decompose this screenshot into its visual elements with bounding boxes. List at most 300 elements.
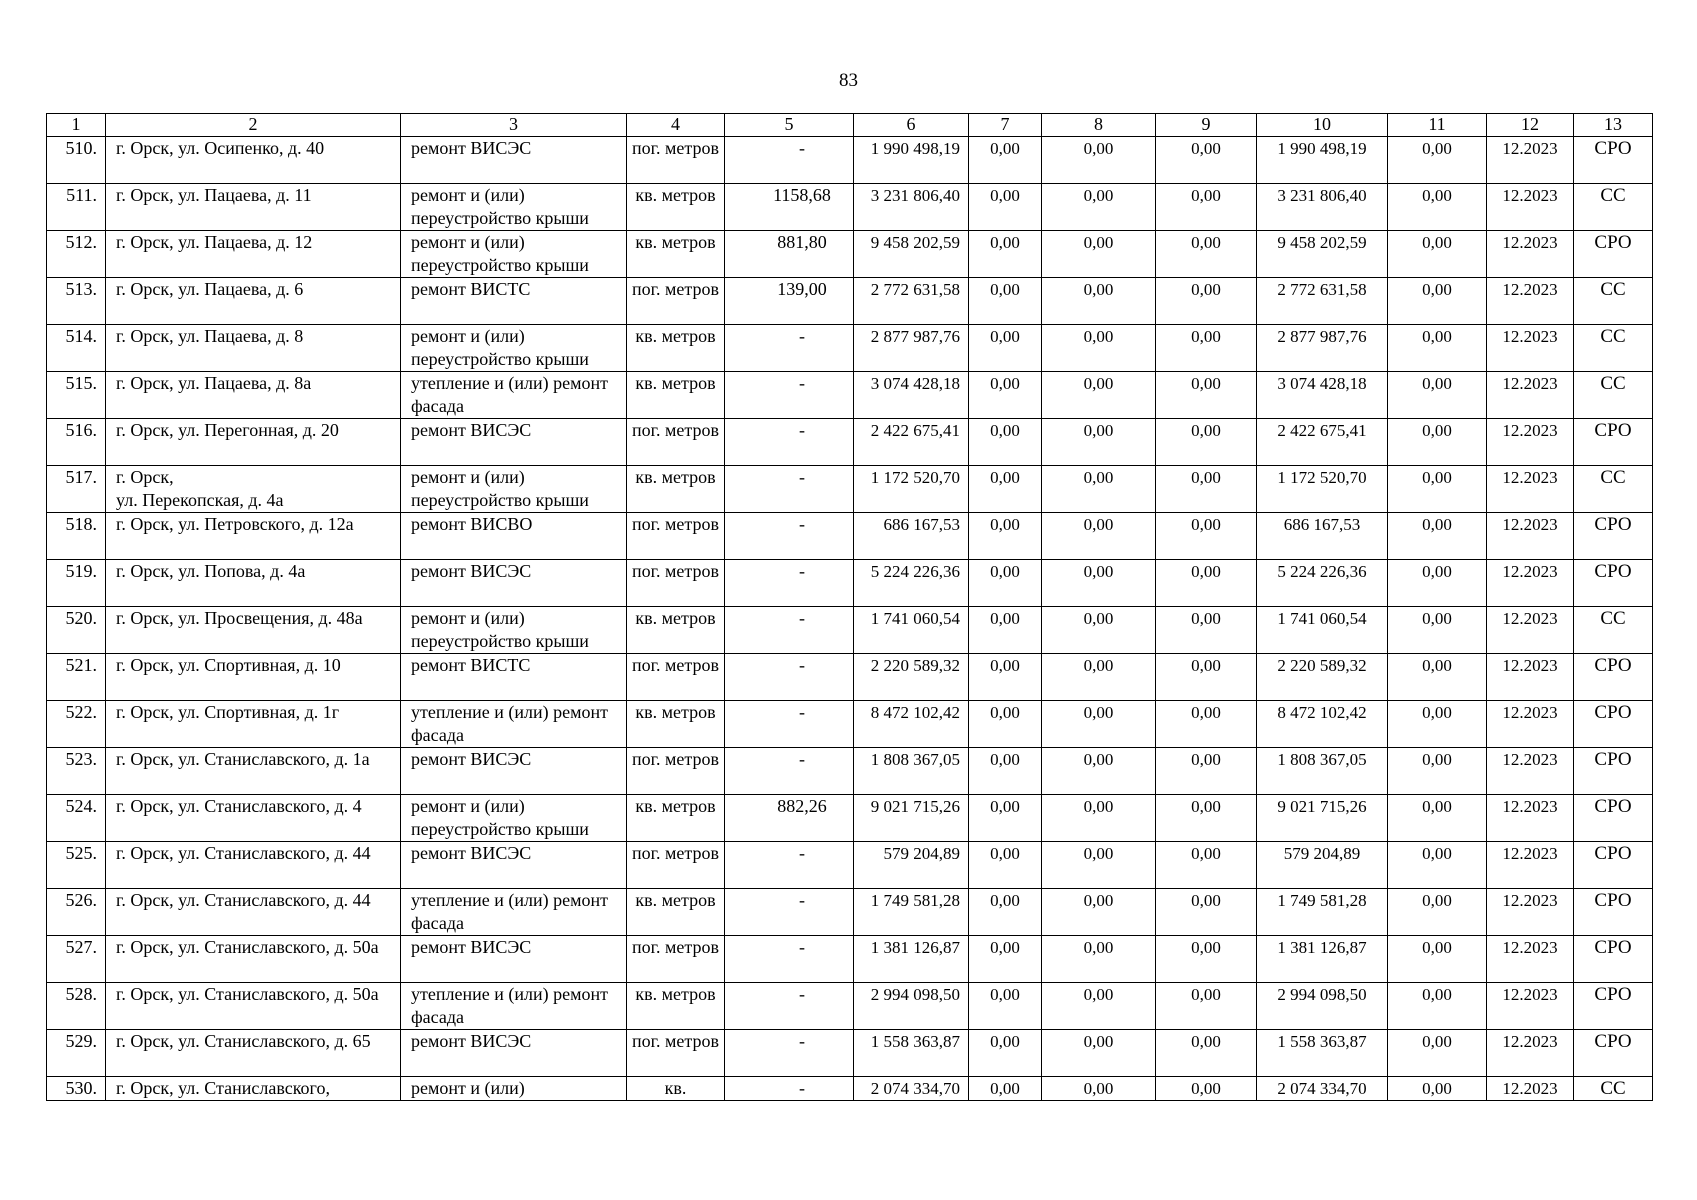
address-cell: г. Орск, ул. Пацаева, д. 11: [106, 184, 401, 231]
address-cell: г. Орск, ул. Попова, д. 4а: [106, 560, 401, 607]
address-cell: г. Орск, ул. Станиславского, д. 1а: [106, 748, 401, 795]
quantity-cell: 882,26: [725, 795, 854, 842]
date-cell: 12.2023: [1487, 983, 1574, 1030]
col7-cell: 0,00: [969, 466, 1042, 513]
col10-cell: 2 220 589,32: [1257, 654, 1388, 701]
row-number-cell: 511.: [47, 184, 106, 231]
col10-cell: 1 741 060,54: [1257, 607, 1388, 654]
col9-cell: 0,00: [1156, 1077, 1257, 1101]
col8-cell: 0,00: [1042, 184, 1156, 231]
col7-cell: 0,00: [969, 137, 1042, 184]
column-header: 9: [1156, 114, 1257, 137]
work-type-cell: ремонт и (или) переустройство крыши: [401, 466, 627, 513]
col8-cell: 0,00: [1042, 1030, 1156, 1077]
work-type-cell: ремонт и (или) переустройство крыши: [401, 795, 627, 842]
col8-cell: 0,00: [1042, 889, 1156, 936]
date-cell: 12.2023: [1487, 1077, 1574, 1101]
total-cost-cell: 3 231 806,40: [854, 184, 969, 231]
col8-cell: 0,00: [1042, 560, 1156, 607]
address-cell: г. Орск, ул. Просвещения, д. 48а: [106, 607, 401, 654]
unit-cell: кв. метров: [627, 983, 725, 1030]
method-cell: СРО: [1574, 231, 1653, 278]
row-number-cell: 516.: [47, 419, 106, 466]
address-cell: г. Орск, ул. Станиславского,: [106, 1077, 401, 1101]
unit-cell: кв. метров: [627, 231, 725, 278]
col10-cell: 1 172 520,70: [1257, 466, 1388, 513]
col9-cell: 0,00: [1156, 889, 1257, 936]
quantity-cell: -: [725, 889, 854, 936]
work-type-cell: ремонт ВИСЭС: [401, 936, 627, 983]
unit-cell: кв. метров: [627, 466, 725, 513]
col7-cell: 0,00: [969, 748, 1042, 795]
method-cell: СС: [1574, 325, 1653, 372]
method-cell: СРО: [1574, 889, 1653, 936]
method-cell: СРО: [1574, 419, 1653, 466]
total-cost-cell: 1 808 367,05: [854, 748, 969, 795]
work-type-cell: ремонт и (или) переустройство крыши: [401, 231, 627, 278]
address-cell: г. Орск, ул. Станиславского, д. 4: [106, 795, 401, 842]
table-row: [47, 560, 1653, 607]
col8-cell: 0,00: [1042, 795, 1156, 842]
quantity-cell: -: [725, 372, 854, 419]
col11-cell: 0,00: [1388, 137, 1487, 184]
unit-cell: пог. метров: [627, 419, 725, 466]
method-cell: СРО: [1574, 1030, 1653, 1077]
date-cell: 12.2023: [1487, 889, 1574, 936]
work-type-cell: ремонт ВИСЭС: [401, 137, 627, 184]
work-type-cell: утепление и (или) ремонт фасада: [401, 701, 627, 748]
row-number-cell: 512.: [47, 231, 106, 278]
quantity-cell: -: [725, 654, 854, 701]
quantity-cell: -: [725, 701, 854, 748]
table-row: [47, 231, 1653, 278]
work-type-cell: ремонт и (или) переустройство крыши: [401, 607, 627, 654]
table-row: [47, 889, 1653, 936]
row-number-cell: 519.: [47, 560, 106, 607]
col9-cell: 0,00: [1156, 231, 1257, 278]
col10-cell: 2 994 098,50: [1257, 983, 1388, 1030]
date-cell: 12.2023: [1487, 1030, 1574, 1077]
table-row: [47, 654, 1653, 701]
total-cost-cell: 2 422 675,41: [854, 419, 969, 466]
col11-cell: 0,00: [1388, 842, 1487, 889]
row-number-cell: 528.: [47, 983, 106, 1030]
work-type-cell: ремонт ВИСЭС: [401, 1030, 627, 1077]
address-cell: г. Орск, ул. Станиславского, д. 44: [106, 842, 401, 889]
row-number-cell: 525.: [47, 842, 106, 889]
date-cell: 12.2023: [1487, 607, 1574, 654]
unit-cell: пог. метров: [627, 1030, 725, 1077]
col10-cell: 1 558 363,87: [1257, 1030, 1388, 1077]
col9-cell: 0,00: [1156, 842, 1257, 889]
col10-cell: 686 167,53: [1257, 513, 1388, 560]
col9-cell: 0,00: [1156, 372, 1257, 419]
work-type-cell: ремонт ВИСЭС: [401, 842, 627, 889]
col8-cell: 0,00: [1042, 983, 1156, 1030]
col11-cell: 0,00: [1388, 889, 1487, 936]
col7-cell: 0,00: [969, 936, 1042, 983]
table-row: [47, 1077, 1653, 1101]
col8-cell: 0,00: [1042, 701, 1156, 748]
quantity-cell: -: [725, 607, 854, 654]
address-cell: г. Орск, ул. Станиславского, д. 50а: [106, 983, 401, 1030]
address-cell: г. Орск, ул. Станиславского, д. 50а: [106, 936, 401, 983]
col11-cell: 0,00: [1388, 654, 1487, 701]
address-cell: г. Орск, ул. Станиславского, д. 44: [106, 889, 401, 936]
col9-cell: 0,00: [1156, 184, 1257, 231]
table-row: [47, 1030, 1653, 1077]
col11-cell: 0,00: [1388, 419, 1487, 466]
work-type-cell: ремонт ВИСТС: [401, 654, 627, 701]
method-cell: СРО: [1574, 701, 1653, 748]
date-cell: 12.2023: [1487, 466, 1574, 513]
quantity-cell: -: [725, 983, 854, 1030]
col9-cell: 0,00: [1156, 560, 1257, 607]
col11-cell: 0,00: [1388, 701, 1487, 748]
work-type-cell: ремонт и (или) переустройство крыши: [401, 184, 627, 231]
unit-cell: пог. метров: [627, 137, 725, 184]
unit-cell: кв. метров: [627, 795, 725, 842]
unit-cell: кв. метров: [627, 325, 725, 372]
total-cost-cell: 2 220 589,32: [854, 654, 969, 701]
column-header: 13: [1574, 114, 1653, 137]
address-cell: г. Орск, ул. Спортивная, д. 1г: [106, 701, 401, 748]
quantity-cell: -: [725, 842, 854, 889]
col11-cell: 0,00: [1388, 231, 1487, 278]
table-row: [47, 936, 1653, 983]
col8-cell: 0,00: [1042, 748, 1156, 795]
col8-cell: 0,00: [1042, 842, 1156, 889]
work-type-cell: ремонт ВИСЭС: [401, 419, 627, 466]
address-cell: г. Орск, ул. Пацаева, д. 12: [106, 231, 401, 278]
col9-cell: 0,00: [1156, 137, 1257, 184]
method-cell: СРО: [1574, 654, 1653, 701]
table-row: [47, 701, 1653, 748]
work-type-cell: утепление и (или) ремонт фасада: [401, 983, 627, 1030]
address-cell: г. Орск, ул. Станиславского, д. 65: [106, 1030, 401, 1077]
table-row: [47, 466, 1653, 513]
quantity-cell: 881,80: [725, 231, 854, 278]
work-type-cell: ремонт ВИСВО: [401, 513, 627, 560]
method-cell: СС: [1574, 466, 1653, 513]
total-cost-cell: 2 877 987,76: [854, 325, 969, 372]
date-cell: 12.2023: [1487, 842, 1574, 889]
col10-cell: 2 422 675,41: [1257, 419, 1388, 466]
table-row: [47, 278, 1653, 325]
unit-cell: кв. метров: [627, 889, 725, 936]
total-cost-cell: 2 994 098,50: [854, 983, 969, 1030]
total-cost-cell: 1 990 498,19: [854, 137, 969, 184]
col9-cell: 0,00: [1156, 607, 1257, 654]
column-header: 2: [106, 114, 401, 137]
date-cell: 12.2023: [1487, 748, 1574, 795]
row-number-cell: 527.: [47, 936, 106, 983]
method-cell: СРО: [1574, 137, 1653, 184]
col7-cell: 0,00: [969, 1030, 1042, 1077]
row-number-cell: 515.: [47, 372, 106, 419]
col10-cell: 9 021 715,26: [1257, 795, 1388, 842]
col7-cell: 0,00: [969, 184, 1042, 231]
method-cell: СРО: [1574, 983, 1653, 1030]
date-cell: 12.2023: [1487, 372, 1574, 419]
col8-cell: 0,00: [1042, 419, 1156, 466]
page-number: 83: [839, 70, 858, 91]
col10-cell: 1 381 126,87: [1257, 936, 1388, 983]
quantity-cell: -: [725, 936, 854, 983]
method-cell: СРО: [1574, 513, 1653, 560]
column-header: 12: [1487, 114, 1574, 137]
col9-cell: 0,00: [1156, 936, 1257, 983]
col7-cell: 0,00: [969, 1077, 1042, 1101]
unit-cell: пог. метров: [627, 748, 725, 795]
col11-cell: 0,00: [1388, 278, 1487, 325]
col11-cell: 0,00: [1388, 184, 1487, 231]
quantity-cell: -: [725, 1030, 854, 1077]
col8-cell: 0,00: [1042, 936, 1156, 983]
date-cell: 12.2023: [1487, 795, 1574, 842]
col7-cell: 0,00: [969, 701, 1042, 748]
table-row: [47, 795, 1653, 842]
col10-cell: 3 074 428,18: [1257, 372, 1388, 419]
method-cell: СРО: [1574, 795, 1653, 842]
col7-cell: 0,00: [969, 607, 1042, 654]
work-type-cell: ремонт ВИСЭС: [401, 560, 627, 607]
table-row: [47, 137, 1653, 184]
address-cell: г. Орск, ул. Перекопская, д. 4а: [106, 466, 401, 513]
unit-cell: пог. метров: [627, 842, 725, 889]
col9-cell: 0,00: [1156, 513, 1257, 560]
total-cost-cell: 3 074 428,18: [854, 372, 969, 419]
unit-cell: пог. метров: [627, 936, 725, 983]
total-cost-cell: 9 458 202,59: [854, 231, 969, 278]
col10-cell: 9 458 202,59: [1257, 231, 1388, 278]
method-cell: СС: [1574, 607, 1653, 654]
row-number-cell: 530.: [47, 1077, 106, 1101]
date-cell: 12.2023: [1487, 184, 1574, 231]
table-row: [47, 842, 1653, 889]
col11-cell: 0,00: [1388, 795, 1487, 842]
date-cell: 12.2023: [1487, 701, 1574, 748]
row-number-cell: 529.: [47, 1030, 106, 1077]
unit-cell: кв.: [627, 1077, 725, 1101]
column-header: 3: [401, 114, 627, 137]
method-cell: СС: [1574, 372, 1653, 419]
table-row: [47, 748, 1653, 795]
column-header: 1: [47, 114, 106, 137]
quantity-cell: -: [725, 325, 854, 372]
total-cost-cell: 8 472 102,42: [854, 701, 969, 748]
work-type-cell: ремонт и (или) переустройство крыши: [401, 325, 627, 372]
row-number-cell: 510.: [47, 137, 106, 184]
column-header: 8: [1042, 114, 1156, 137]
col8-cell: 0,00: [1042, 607, 1156, 654]
col11-cell: 0,00: [1388, 560, 1487, 607]
row-number-cell: 517.: [47, 466, 106, 513]
col11-cell: 0,00: [1388, 1077, 1487, 1101]
date-cell: 12.2023: [1487, 513, 1574, 560]
col9-cell: 0,00: [1156, 278, 1257, 325]
col10-cell: 579 204,89: [1257, 842, 1388, 889]
total-cost-cell: 1 741 060,54: [854, 607, 969, 654]
work-type-cell: утепление и (или) ремонт фасада: [401, 889, 627, 936]
col11-cell: 0,00: [1388, 325, 1487, 372]
col9-cell: 0,00: [1156, 701, 1257, 748]
col11-cell: 0,00: [1388, 466, 1487, 513]
table-row: [47, 419, 1653, 466]
method-cell: СС: [1574, 184, 1653, 231]
quantity-cell: -: [725, 513, 854, 560]
column-header: 10: [1257, 114, 1388, 137]
col11-cell: 0,00: [1388, 748, 1487, 795]
row-number-cell: 514.: [47, 325, 106, 372]
col7-cell: 0,00: [969, 654, 1042, 701]
method-cell: СС: [1574, 278, 1653, 325]
method-cell: СРО: [1574, 936, 1653, 983]
date-cell: 12.2023: [1487, 936, 1574, 983]
address-cell: г. Орск, ул. Петровского, д. 12а: [106, 513, 401, 560]
col9-cell: 0,00: [1156, 795, 1257, 842]
unit-cell: пог. метров: [627, 560, 725, 607]
quantity-cell: -: [725, 1077, 854, 1101]
work-type-cell: ремонт ВИСТС: [401, 278, 627, 325]
row-number-cell: 513.: [47, 278, 106, 325]
work-type-cell: ремонт и (или): [401, 1077, 627, 1101]
address-cell: г. Орск, ул. Пацаева, д. 8а: [106, 372, 401, 419]
method-cell: СРО: [1574, 748, 1653, 795]
date-cell: 12.2023: [1487, 137, 1574, 184]
col10-cell: 8 472 102,42: [1257, 701, 1388, 748]
col11-cell: 0,00: [1388, 1030, 1487, 1077]
total-cost-cell: 579 204,89: [854, 842, 969, 889]
address-cell: г. Орск, ул. Пацаева, д. 8: [106, 325, 401, 372]
col7-cell: 0,00: [969, 983, 1042, 1030]
table-row: [47, 184, 1653, 231]
col8-cell: 0,00: [1042, 137, 1156, 184]
col7-cell: 0,00: [969, 325, 1042, 372]
col7-cell: 0,00: [969, 795, 1042, 842]
col10-cell: 5 224 226,36: [1257, 560, 1388, 607]
date-cell: 12.2023: [1487, 560, 1574, 607]
unit-cell: кв. метров: [627, 607, 725, 654]
col11-cell: 0,00: [1388, 372, 1487, 419]
col10-cell: 2 772 631,58: [1257, 278, 1388, 325]
col9-cell: 0,00: [1156, 1030, 1257, 1077]
col11-cell: 0,00: [1388, 983, 1487, 1030]
table-row: [47, 607, 1653, 654]
quantity-cell: -: [725, 748, 854, 795]
method-cell: СРО: [1574, 842, 1653, 889]
address-cell: г. Орск, ул. Пацаева, д. 6: [106, 278, 401, 325]
unit-cell: пог. метров: [627, 278, 725, 325]
col9-cell: 0,00: [1156, 466, 1257, 513]
col11-cell: 0,00: [1388, 513, 1487, 560]
quantity-cell: -: [725, 419, 854, 466]
col7-cell: 0,00: [969, 278, 1042, 325]
address-cell: г. Орск, ул. Спортивная, д. 10: [106, 654, 401, 701]
total-cost-cell: 2 074 334,70: [854, 1077, 969, 1101]
col8-cell: 0,00: [1042, 231, 1156, 278]
date-cell: 12.2023: [1487, 325, 1574, 372]
header-row: [47, 114, 1653, 137]
col10-cell: 2 877 987,76: [1257, 325, 1388, 372]
col8-cell: 0,00: [1042, 513, 1156, 560]
col9-cell: 0,00: [1156, 654, 1257, 701]
row-number-cell: 526.: [47, 889, 106, 936]
address-cell: г. Орск, ул. Осипенко, д. 40: [106, 137, 401, 184]
unit-cell: пог. метров: [627, 513, 725, 560]
quantity-cell: -: [725, 137, 854, 184]
total-cost-cell: 5 224 226,36: [854, 560, 969, 607]
column-header: 4: [627, 114, 725, 137]
row-number-cell: 518.: [47, 513, 106, 560]
row-number-cell: 524.: [47, 795, 106, 842]
col9-cell: 0,00: [1156, 983, 1257, 1030]
col8-cell: 0,00: [1042, 466, 1156, 513]
column-header: 6: [854, 114, 969, 137]
col9-cell: 0,00: [1156, 748, 1257, 795]
quantity-cell: 1158,68: [725, 184, 854, 231]
col10-cell: 1 808 367,05: [1257, 748, 1388, 795]
col10-cell: 1 749 581,28: [1257, 889, 1388, 936]
date-cell: 12.2023: [1487, 278, 1574, 325]
date-cell: 12.2023: [1487, 419, 1574, 466]
quantity-cell: 139,00: [725, 278, 854, 325]
total-cost-cell: 1 749 581,28: [854, 889, 969, 936]
method-cell: СС: [1574, 1077, 1653, 1101]
work-type-cell: утепление и (или) ремонт фасада: [401, 372, 627, 419]
unit-cell: кв. метров: [627, 372, 725, 419]
table-row: [47, 325, 1653, 372]
table-row: [47, 513, 1653, 560]
col7-cell: 0,00: [969, 560, 1042, 607]
address-cell: г. Орск, ул. Перегонная, д. 20: [106, 419, 401, 466]
row-number-cell: 520.: [47, 607, 106, 654]
col10-cell: 3 231 806,40: [1257, 184, 1388, 231]
unit-cell: кв. метров: [627, 184, 725, 231]
date-cell: 12.2023: [1487, 654, 1574, 701]
total-cost-cell: 1 381 126,87: [854, 936, 969, 983]
col7-cell: 0,00: [969, 513, 1042, 560]
col8-cell: 0,00: [1042, 654, 1156, 701]
total-cost-cell: 686 167,53: [854, 513, 969, 560]
col9-cell: 0,00: [1156, 325, 1257, 372]
quantity-cell: -: [725, 466, 854, 513]
col8-cell: 0,00: [1042, 1077, 1156, 1101]
total-cost-cell: 1 558 363,87: [854, 1030, 969, 1077]
col10-cell: 2 074 334,70: [1257, 1077, 1388, 1101]
row-number-cell: 521.: [47, 654, 106, 701]
table-row: [47, 372, 1653, 419]
work-type-cell: ремонт ВИСЭС: [401, 748, 627, 795]
total-cost-cell: 9 021 715,26: [854, 795, 969, 842]
row-number-cell: 522.: [47, 701, 106, 748]
col11-cell: 0,00: [1388, 607, 1487, 654]
column-header: 7: [969, 114, 1042, 137]
method-cell: СРО: [1574, 560, 1653, 607]
col7-cell: 0,00: [969, 889, 1042, 936]
col7-cell: 0,00: [969, 842, 1042, 889]
column-header: 5: [725, 114, 854, 137]
col7-cell: 0,00: [969, 231, 1042, 278]
date-cell: 12.2023: [1487, 231, 1574, 278]
col8-cell: 0,00: [1042, 325, 1156, 372]
works-table: [46, 113, 1653, 1101]
row-number-cell: 523.: [47, 748, 106, 795]
total-cost-cell: 2 772 631,58: [854, 278, 969, 325]
col8-cell: 0,00: [1042, 278, 1156, 325]
total-cost-cell: 1 172 520,70: [854, 466, 969, 513]
col7-cell: 0,00: [969, 419, 1042, 466]
